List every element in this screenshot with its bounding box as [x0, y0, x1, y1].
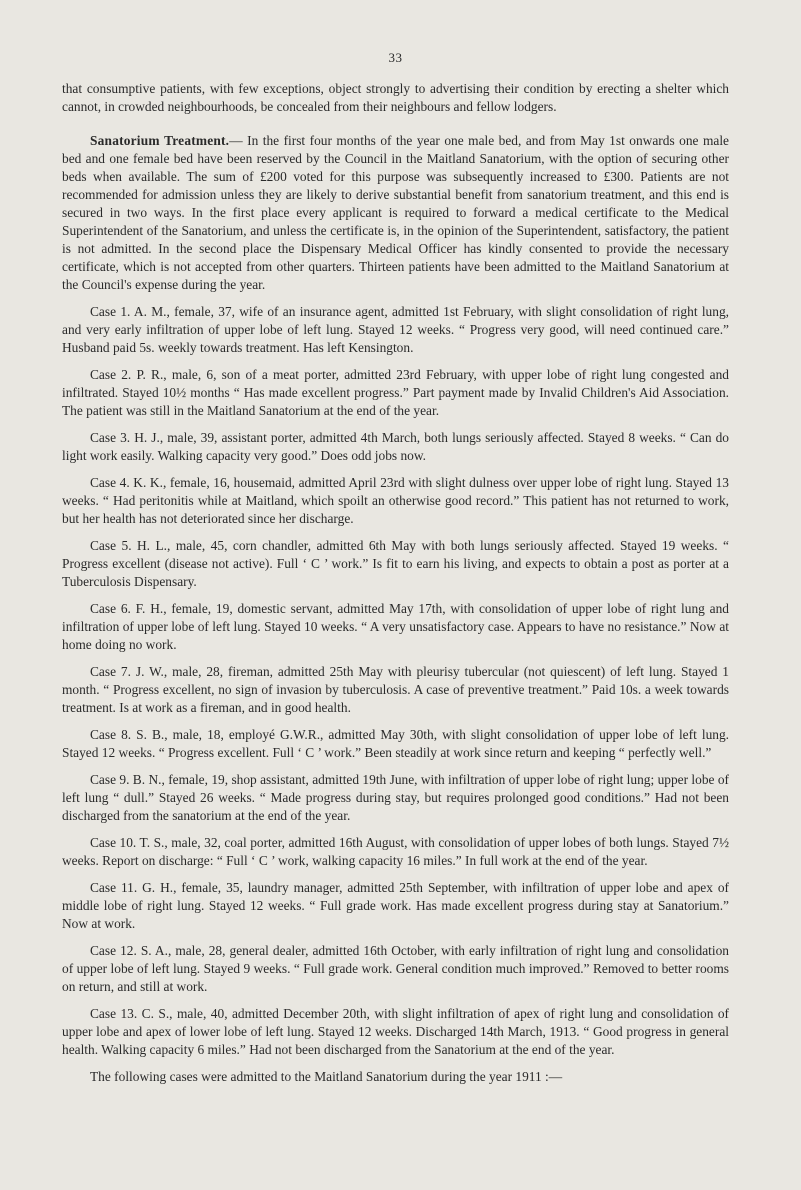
sanatorium-treatment-paragraph	[62, 132, 729, 294]
case-paragraph: Case 13. C. S., male, 40, admitted December 20th, with slight infiltration of apex of right lung and consolidation of upper lobe and apex of lower lobe of left lung. Stayed 12 weeks. Discharged 14th March, 1913. “ Good progress in general health. Walking capacity 6 miles.” Had not been discharged from the Sanatorium at the end of the year.	[62, 1006, 729, 1057]
case-paragraph: Case 1. A. M., female, 37, wife of an insurance agent, admitted 1st February, with slight consolidation of right lung, and very early infiltration of upper lobe of left lung. Stayed 12 weeks. “ Progress very good, will need continued care.” Husband paid 5s. weekly towards treatment. Has left Kensington.	[62, 304, 729, 355]
case-paragraph: Case 6. F. H., female, 19, domestic servant, admitted May 17th, with consolidation of upper lobe of right lung and infiltration of upper lobe of left lung. Stayed 10 weeks. “ A very unsatisfactory case. Appears to have no resistance.” Now at home doing no work.	[62, 601, 729, 652]
opening-paragraph: that consumptive patients, with few exceptions, object strongly to advertising their condition by erecting a shelter which cannot, in crowded neighbourhoods, be concealed from their neighbours and fellow lodgers.	[62, 81, 729, 114]
section-text: — In the first four months of the year one male bed, and from May 1st onwards one male bed and one female bed have been reserved by the Council in the Maitland Sanatorium, with the option of securing other beds when available. The sum of £200 voted for this purpose was subsequently increased to £300. Patients are not recommended for admission unless they are likely to derive substantial benefit from sanatorium treatment, and this end is secured in two ways. In the first place every applicant is required to forward a medical certificate to the Medical Superintendent of the Sanatorium, and unless the certificate is, in the opinion of the Superintendent, satisfactory, the patient is not admitted. In the second place the Dispensary Medical Officer has kindly consented to provide the necessary certificate, which is not accepted from other quarters. Thirteen patients have been admitted to the Maitland Sanatorium at the Council's expense during the year.	[62, 133, 729, 292]
case-paragraph: Case 8. S. B., male, 18, employé G.W.R., admitted May 30th, with slight consolidation of upper lobe of left lung. Stayed 12 weeks. “ Progress excellent. Full ‘ C ’ work.” Been steadily at work since return and keeping “ perfectly well.”	[62, 727, 729, 760]
case-paragraph: Case 5. H. L., male, 45, corn chandler, admitted 6th May with both lungs seriously affected. Stayed 19 weeks. “ Progress excellent (disease not active). Full ‘ C ’ work.” Is fit to earn his living, and expects to obtain a post as porter at a Tuberculosis Dispensary.	[62, 538, 729, 589]
case-paragraph: Case 9. B. N., female, 19, shop assistant, admitted 19th June, with infiltration of upper lobe of right lung; upper lobe of left lung “ dull.” Stayed 26 weeks. “ Made progress during stay, but requires prolonged good conditions.” Had not been discharged from the sanatorium at the end of the year.	[62, 772, 729, 823]
page-number: 33	[388, 50, 403, 65]
section-heading: Sanatorium Treatment.	[90, 133, 230, 148]
case-paragraph: Case 2. P. R., male, 6, son of a meat porter, admitted 23rd February, with upper lobe of right lung congested and infiltrated. Stayed 10½ months “ Has made excellent progress.” Part payment made by Invalid Children's Aid Association. The patient was still in the Maitland Sanatorium at the end of the year.	[62, 367, 729, 418]
case-paragraph: Case 10. T. S., male, 32, coal porter, admitted 16th August, with consolidation of upper lobes of both lungs. Stayed 7½ weeks. Report on discharge: “ Full ‘ C ’ work, walking capacity 16 miles.” In full work at the end of the year.	[62, 835, 729, 868]
closing-paragraph: The following cases were admitted to the Maitland Sanatorium during the year 1911 :—	[90, 1069, 563, 1084]
case-paragraph: Case 12. S. A., male, 28, general dealer, admitted 16th October, with early infiltration of right lung and consolidation of upper lobe of left lung. Stayed 9 weeks. “ Full grade work. General condition much improved.” Removed to better rooms on return, and still at work.	[62, 943, 729, 994]
case-paragraph: Case 3. H. J., male, 39, assistant porter, admitted 4th March, both lungs seriously affected. Stayed 8 weeks. “ Can do light work easily. Walking capacity very good.” Does odd jobs now.	[62, 430, 729, 463]
case-paragraph: Case 4. K. K., female, 16, housemaid, admitted April 23rd with slight dulness over upper lobe of right lung. Stayed 13 weeks. “ Had peritonitis while at Maitland, which spoilt an otherwise good record.” This patient has not returned to work, but her health has not deteriorated since her discharge.	[62, 475, 729, 526]
case-paragraph: Case 7. J. W., male, 28, fireman, admitted 25th May with pleurisy tubercular (not quiescent) of left lung. Stayed 1 month. “ Progress excellent, no sign of invasion by tuberculosis. A case of preventive treatment.” Paid 10s. a week towards treatment. Is at work as a fireman, and in good health.	[62, 664, 729, 715]
case-paragraph: Case 11. G. H., female, 35, laundry manager, admitted 25th September, with infiltration of upper lobe and apex of middle lobe of right lung. Stayed 12 weeks. “ Full grade work. Has made excellent progress during stay at Sanatorium.” Now at work.	[62, 880, 729, 931]
